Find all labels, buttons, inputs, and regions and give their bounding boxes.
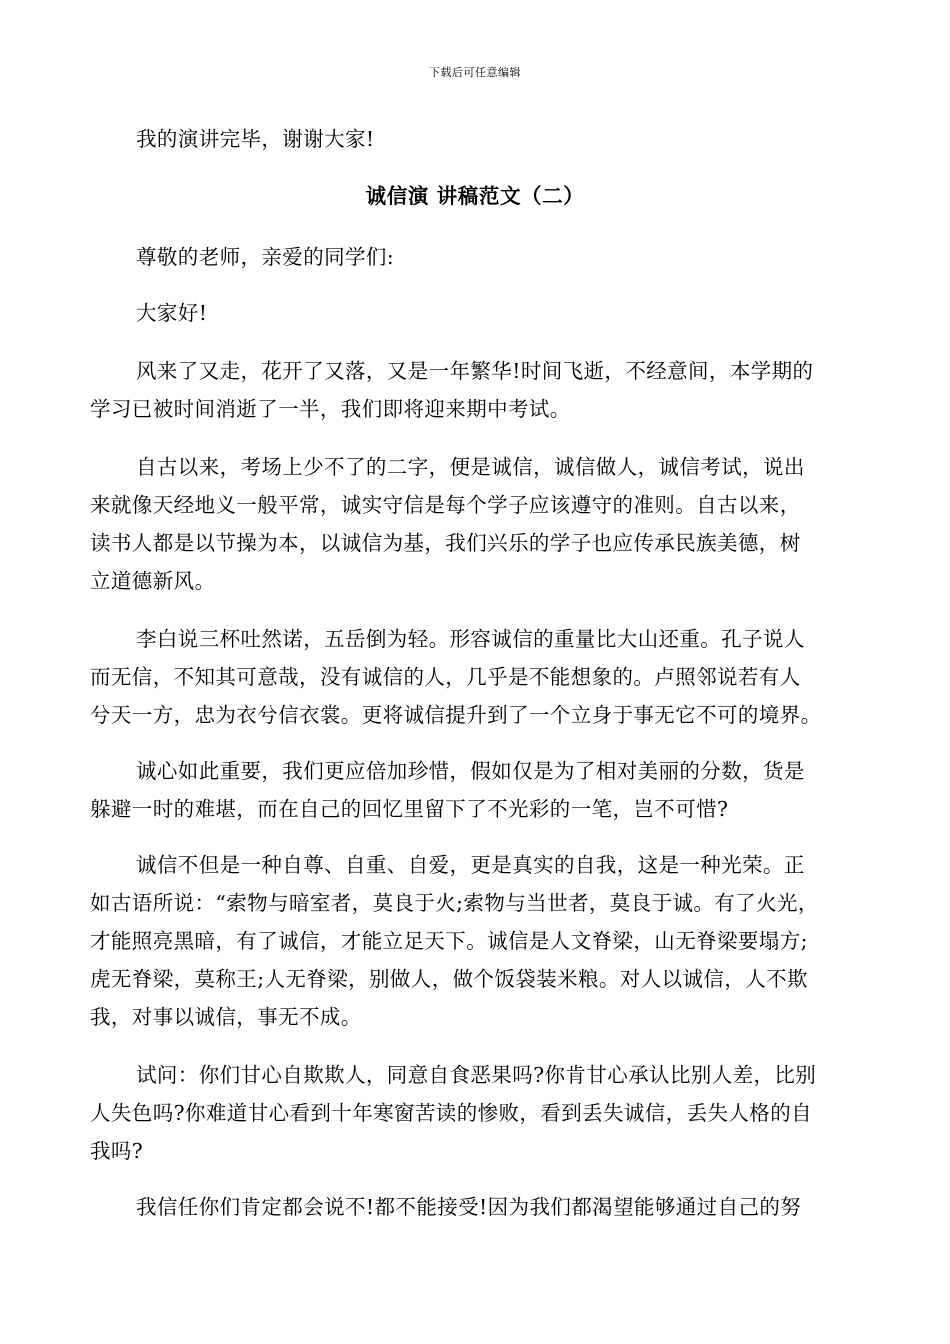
paragraph-4: [90, 752, 875, 828]
closing-line: 我的演讲完毕，谢谢大家!: [136, 127, 375, 151]
paragraph-line: 试问：你们甘心自欺欺人，同意自食恶果吗?你肯甘心承认比别人差，比别: [136, 1063, 817, 1087]
paragraph-line: 风来了又走，花开了又落，又是一年繁华!时间飞逝，不经意间，本学期的: [136, 359, 814, 383]
paragraph-5: [90, 846, 875, 1036]
header-note: 下载后可任意编辑: [429, 66, 521, 79]
paragraph-line: 读书人都是以节操为本，以诚信为基，我们兴乐的学子也应传承民族美德，树: [90, 531, 801, 555]
paragraph-line: 学习已被时间消逝了一半，我们即将迎来期中考试。: [90, 397, 571, 421]
paragraph-2: [90, 448, 875, 600]
document-title: 诚信演 讲稿范文（二）: [365, 184, 585, 208]
paragraph-line: 如古语所说：“索物与暗室者，莫良于火;索物与当世者，莫良于诚。有了火光，: [90, 891, 819, 915]
paragraph-line: 人失色吗?你难道甘心看到十年寒窗苦读的惨败，看到丢失诚信，丢失人格的自: [90, 1101, 812, 1125]
paragraph-line: 而无信，不知其可意哉，没有诚信的人，几乎是不能想象的。卢照邻说若有人: [90, 665, 801, 689]
paragraph-line: 才能照亮黑暗，有了诚信，才能立足天下。诚信是人文脊梁，山无脊梁要塌方;: [90, 929, 808, 953]
paragraph-line: 兮天一方，忠为衣兮信衣裳。更将诚信提升到了一个立身于事无它不可的境界。: [90, 703, 822, 727]
paragraph-line: 我吗?: [90, 1139, 144, 1163]
paragraph-line: 我信任你们肯定都会说不!都不能接受!因为我们都渴望能够通过自己的努: [136, 1195, 802, 1219]
paragraph-3: [90, 620, 875, 734]
paragraph-line: 立道德新风。: [90, 569, 216, 593]
paragraph-line: 虎无脊梁，莫称王;人无脊梁，别做人，做个饭袋装米粮。对人以诚信，人不欺: [90, 967, 808, 991]
paragraph-1: [90, 352, 875, 428]
paragraph-line: 李白说三杯吐然诺，五岳倒为轻。形容诚信的重量比大山还重。孔子说人: [136, 627, 805, 651]
salutation: 尊敬的老师，亲爱的同学们:: [136, 245, 395, 269]
paragraph-line: 来就像天经地义一般平常，诚实守信是每个学子应该遵守的准则。自古以来，: [90, 493, 801, 517]
paragraph-7: [90, 1188, 875, 1226]
paragraph-line: 诚信不但是一种自尊、自重、自爱，更是真实的自我，这是一种光荣。正: [136, 853, 805, 877]
paragraph-line: 我，对事以诚信，事无不成。: [90, 1005, 362, 1029]
greeting: 大家好!: [136, 301, 208, 325]
paragraph-line: 诚心如此重要，我们更应倍加珍惜，假如仅是为了相对美丽的分数，货是: [136, 759, 805, 783]
paragraph-6: [90, 1056, 875, 1170]
paragraph-line: 自古以来，考场上少不了的二字，便是诚信，诚信做人，诚信考试，说出: [136, 455, 805, 479]
paragraph-line: 躲避一时的难堪，而在自己的回忆里留下了不光彩的一笔，岂不可惜?: [90, 797, 729, 821]
